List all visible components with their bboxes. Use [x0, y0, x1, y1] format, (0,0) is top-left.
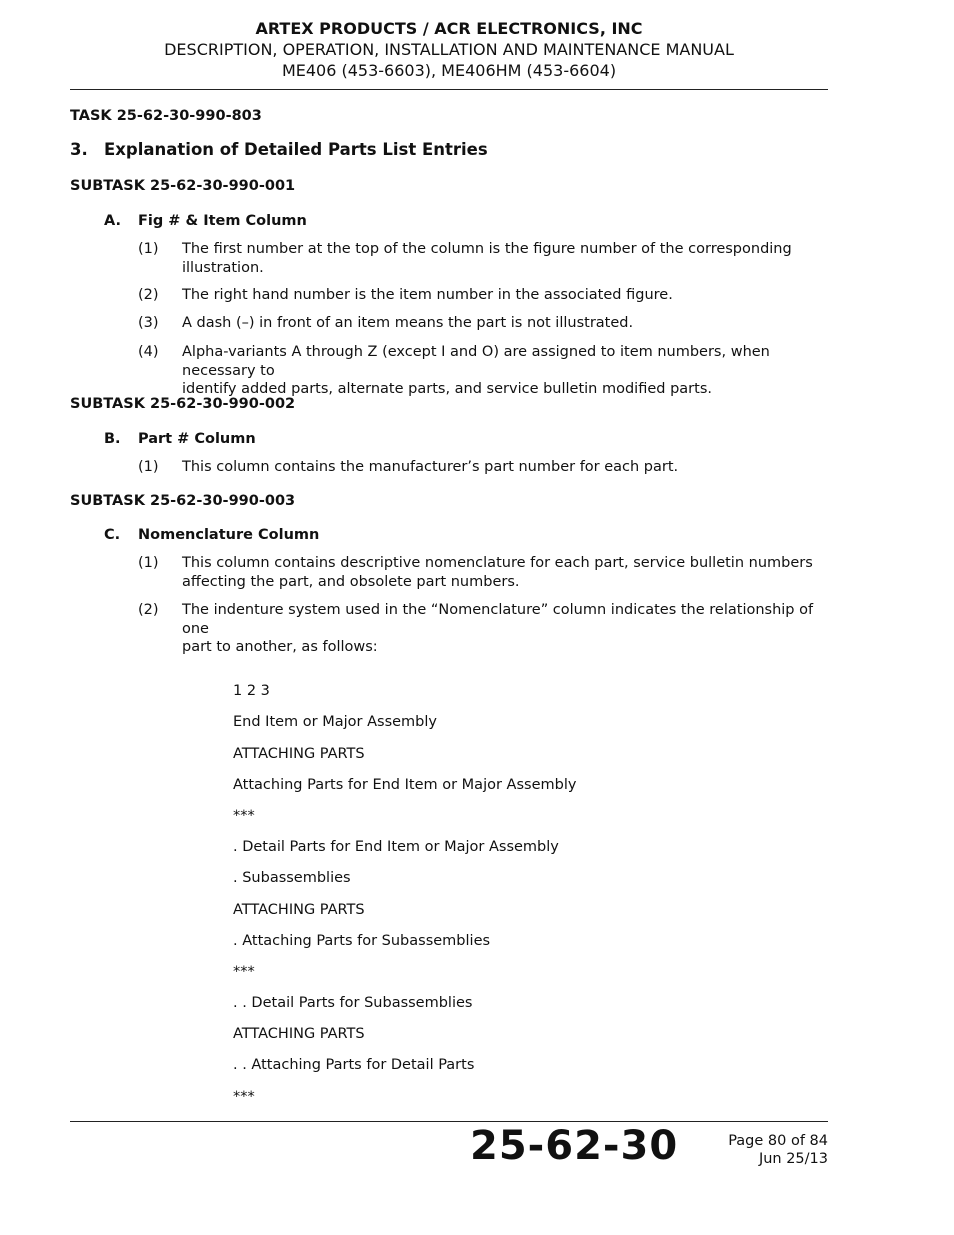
paragraph-text [182, 240, 828, 277]
paragraph-text [182, 554, 828, 591]
indenture-line: End Item or Major Assembly [233, 714, 437, 730]
indenture-line: *** [233, 964, 255, 980]
paragraph-number: (1) [138, 241, 159, 257]
paragraph-line: Alpha-variants A through Z (except I and O) are assigned to item numbers, when necessary to [182, 344, 770, 379]
subsection-letter: B. [104, 431, 121, 447]
indenture-line: . Subassemblies [233, 870, 351, 886]
subtask-label: SUBTASK 25-62-30-990-002 [70, 396, 296, 412]
subsection-letter: C. [104, 527, 121, 543]
manual-model: ME406 (453-6603), ME406HM (453-6604) [281, 61, 617, 80]
indenture-line: . . Attaching Parts for Detail Parts [233, 1057, 475, 1073]
chapter-code: 25-62-30 [470, 1123, 679, 1169]
paragraph-number: (2) [138, 602, 159, 618]
paragraph-text [182, 343, 828, 399]
paragraph-line: affecting the part, and obsolete part numbers. [182, 573, 520, 590]
subtask-label: SUBTASK 25-62-30-990-001 [70, 178, 296, 194]
paragraph-number: (3) [138, 315, 159, 331]
paragraph-line: The right hand number is the item number in the associated figure. [182, 287, 673, 303]
indenture-line: Attaching Parts for End Item or Major Assembly [233, 777, 577, 793]
indenture-line: *** [233, 1089, 255, 1105]
indenture-line: ATTACHING PARTS [233, 746, 365, 762]
indenture-line: . Attaching Parts for Subassemblies [233, 933, 491, 949]
task-label: TASK 25-62-30-990-803 [70, 108, 262, 124]
indenture-line: . . Detail Parts for Subassemblies [233, 995, 473, 1011]
indenture-line: 1 2 3 [233, 683, 270, 699]
paragraph-text [182, 314, 828, 333]
paragraph-line: This column contains the manufacturer’s part number for each part. [182, 459, 679, 475]
header-divider [70, 89, 828, 90]
paragraph-line: A dash (–) in front of an item means the part is not illustrated. [182, 315, 634, 331]
paragraph-line: identify added parts, alternate parts, and service bulletin modified parts. [182, 381, 712, 397]
subtask-label: SUBTASK 25-62-30-990-003 [70, 493, 296, 509]
paragraph-text [182, 286, 828, 305]
paragraph-text [182, 458, 828, 477]
subsection-heading: Part # Column [138, 431, 256, 447]
indenture-line: ATTACHING PARTS [233, 902, 365, 918]
section-number: 3. [70, 140, 88, 159]
indenture-line: . Detail Parts for End Item or Major Assembly [233, 839, 559, 855]
section-title: Explanation of Detailed Parts List Entries [104, 140, 488, 159]
paragraph-number: (4) [138, 344, 159, 360]
paragraph-line: illustration. [182, 259, 264, 276]
paragraph-line: The indenture system used in the “Nomenclature” column indicates the relationship of one [182, 602, 814, 637]
manual-company: ARTEX PRODUCTS / ACR ELECTRONICS, INC [255, 19, 643, 38]
subsection-letter: A. [104, 213, 121, 229]
footer-divider [70, 1121, 828, 1122]
paragraph-line: This column contains descriptive nomenclature for each part, service bulletin numbers [182, 555, 813, 571]
page-number: Page 80 of 84 [728, 1133, 828, 1149]
revision-date: Jun 25/13 [758, 1151, 828, 1167]
subsection-heading: Nomenclature Column [138, 527, 320, 543]
paragraph-number: (1) [138, 459, 159, 475]
subsection-heading: Fig # & Item Column [138, 213, 307, 229]
paragraph-number: (1) [138, 555, 159, 571]
paragraph-line: The first number at the top of the column is the figure number of the corresponding [182, 241, 792, 257]
indenture-line: *** [233, 808, 255, 824]
paragraph-number: (2) [138, 287, 159, 303]
page-info [728, 1132, 828, 1168]
manual-title: DESCRIPTION, OPERATION, INSTALLATION AND MAINTENANCE MANUAL [164, 40, 734, 59]
paragraph-line: part to another, as follows: [182, 639, 378, 655]
indenture-line: ATTACHING PARTS [233, 1026, 365, 1042]
paragraph-text [182, 601, 828, 657]
